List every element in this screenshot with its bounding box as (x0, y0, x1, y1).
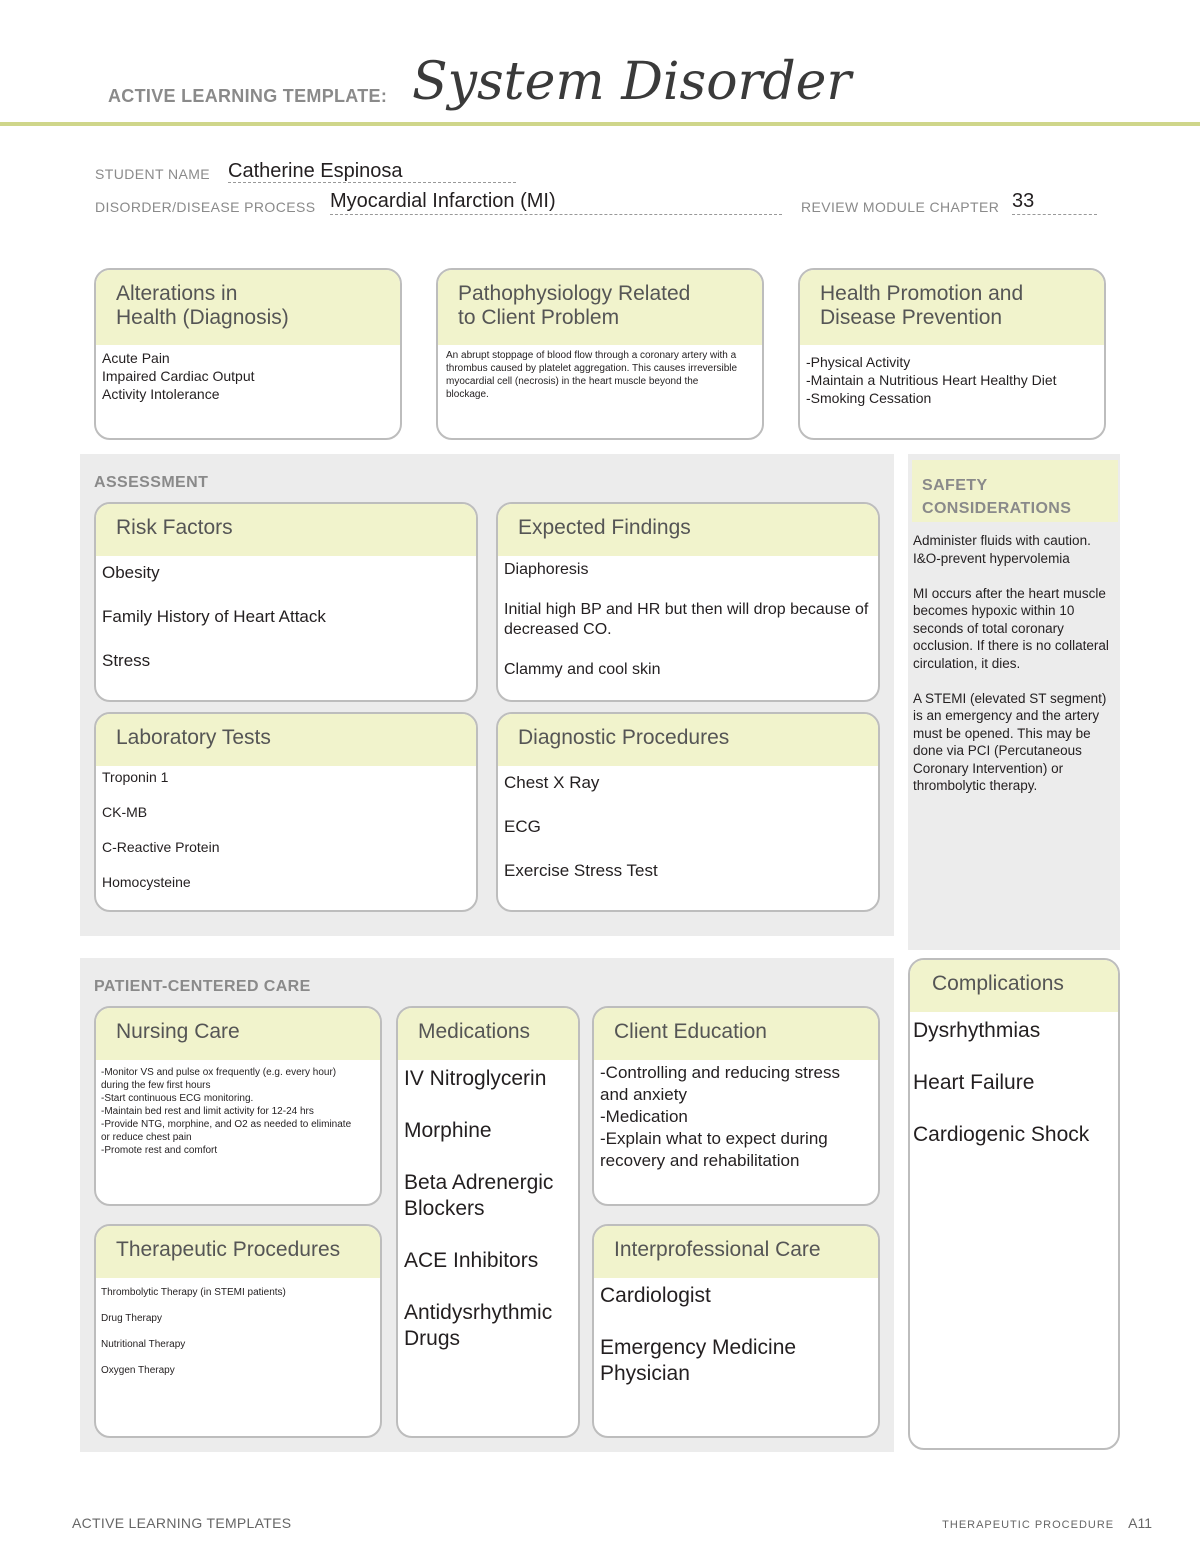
expected-findings-title: Expected Findings (498, 504, 878, 556)
patient-centered-care-label: PATIENT-CENTERED CARE (94, 978, 311, 995)
expected-findings-box (496, 502, 880, 702)
health-promotion-title: Health Promotion and Disease Prevention (800, 270, 1104, 345)
nursing-care-title: Nursing Care (96, 1008, 380, 1060)
review-chapter-label: REVIEW MODULE CHAPTER (801, 199, 1000, 215)
safety-label: SAFETY CONSIDERATIONS (922, 477, 1072, 517)
template-label: ACTIVE LEARNING TEMPLATE: (108, 86, 388, 106)
laboratory-tests-body[interactable]: Troponin 1 CK-MB C-Reactive Protein Homocysteine (102, 769, 220, 890)
footer-right (942, 1515, 1152, 1531)
interprofessional-care-body[interactable]: Cardiologist Emergency Medicine Physician (600, 1284, 797, 1385)
laboratory-tests-title: Laboratory Tests (96, 714, 476, 766)
health-promotion-body[interactable]: -Physical Activity -Maintain a Nutritious Heart Healthy Diet -Smoking Cessation (806, 354, 1057, 406)
expected-findings-body[interactable]: Diaphoresis Initial high BP and HR but then will drop because of decreased CO. Clammy and cool skin (504, 561, 869, 678)
alterations-body[interactable]: Acute Pain Impaired Cardiac Output Activity Intolerance (102, 350, 255, 402)
pathophysiology-title: Pathophysiology Related to Client Problem (438, 270, 762, 345)
diagnostic-procedures-box (496, 712, 880, 912)
medications-title: Medications (398, 1008, 578, 1060)
pathophysiology-box (436, 268, 764, 440)
review-chapter-value: 33 (1012, 190, 1035, 212)
client-education-title: Client Education (594, 1008, 878, 1060)
risk-factors-box (94, 502, 478, 702)
medications-body[interactable]: IV Nitroglycerin Morphine Beta Adrenergic Blockers ACE Inhibitors Antidysrhythmic Drugs (404, 1067, 554, 1350)
complications-box (908, 958, 1120, 1450)
complications-title: Complications (910, 960, 1118, 1012)
complications-body[interactable]: Dysrhythmias Heart Failure Cardiogenic Shock (913, 1019, 1090, 1146)
client-education-box (592, 1006, 880, 1206)
safety-body[interactable]: Administer fluids with caution. I&O-prevent hypervolemia MI occurs after the heart muscle becomes hypoxic within 10 seconds of total coronary occlusion. If there is no collateral circulation, it dies. A STEMI (elevated ST segment) is an emergency and the artery must be opened. This may be done via PCI (Percutaneous Coronary Intervention) or thrombolytic therapy. (913, 533, 1109, 793)
review-chapter-field[interactable] (1012, 190, 1097, 215)
diagnostic-procedures-body[interactable]: Chest X Ray ECG Exercise Stress Test (504, 773, 658, 880)
interprofessional-care-title: Interprofessional Care (594, 1226, 878, 1278)
template-title: System Disorder (412, 52, 852, 112)
footer-page-number: A11 (1128, 1515, 1152, 1531)
alterations-box (94, 268, 402, 440)
nursing-care-box (94, 1006, 382, 1206)
therapeutic-procedures-box (94, 1224, 382, 1438)
medications-box (396, 1006, 580, 1438)
footer-left: ACTIVE LEARNING TEMPLATES (72, 1515, 292, 1531)
student-name-label: STUDENT NAME (95, 166, 210, 182)
student-name-value: Catherine Espinosa (228, 160, 403, 182)
therapeutic-procedures-title: Therapeutic Procedures (96, 1226, 380, 1278)
health-promotion-box (798, 268, 1106, 440)
alterations-title: Alterations in Health (Diagnosis) (96, 270, 400, 345)
assessment-label: ASSESSMENT (94, 474, 209, 491)
nursing-care-body[interactable]: -Monitor VS and pulse ox frequently (e.g. every hour) during the few first hours -Start continuous ECG monitoring. -Maintain bed rest and limit activity for 12-24 hrs -Provide NTG, morphine, and O2 as needed to eliminate or reduce chest pain -Promote rest and comfort (101, 1067, 352, 1156)
interprofessional-care-box (592, 1224, 880, 1438)
footer-procedure-label: THERAPEUTIC PROCEDURE (942, 1519, 1115, 1531)
disorder-value: Myocardial Infarction (MI) (330, 190, 556, 212)
laboratory-tests-box (94, 712, 478, 912)
disorder-field[interactable] (330, 190, 782, 215)
disorder-label: DISORDER/DISEASE PROCESS (95, 199, 316, 215)
risk-factors-title: Risk Factors (96, 504, 476, 556)
student-name-field[interactable] (228, 160, 516, 183)
pathophysiology-body[interactable]: An abrupt stoppage of blood flow through a coronary artery with a thrombus caused by platelet aggregation. This causes irreversible myocardial cell (necrosis) in the heart muscle beyond the blockage. (446, 350, 738, 400)
risk-factors-body[interactable]: Obesity Family History of Heart Attack Stress (102, 563, 326, 670)
therapeutic-procedures-body[interactable]: Thrombolytic Therapy (in STEMI patients) Drug Therapy Nutritional Therapy Oxygen Therapy (101, 1287, 286, 1376)
header-rule (0, 122, 1200, 126)
diagnostic-procedures-title: Diagnostic Procedures (498, 714, 878, 766)
client-education-body[interactable]: -Controlling and reducing stress and anxiety -Medication -Explain what to expect during recovery and rehabilitation (600, 1063, 841, 1170)
